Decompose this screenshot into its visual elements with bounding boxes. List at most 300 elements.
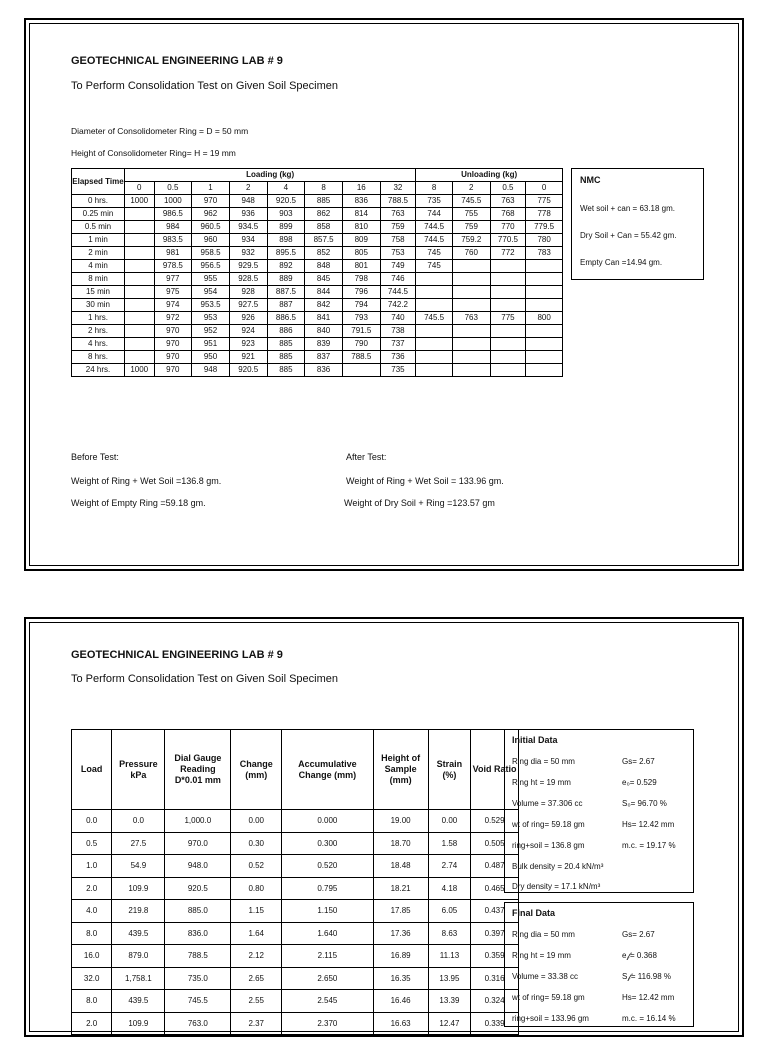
table-row [72, 208, 563, 221]
reading-cell: 809 [342, 234, 380, 247]
table-row [72, 312, 563, 325]
table-cell: 836.0 [165, 922, 231, 945]
reading-cell: 800 [526, 312, 563, 325]
reading-cell [490, 299, 526, 312]
reading-cell: 746 [380, 273, 416, 286]
void-ratio-table-header [72, 730, 519, 810]
reading-cell: 745 [416, 247, 453, 260]
table-cell: 18.48 [373, 855, 428, 878]
elapsed-time-cell: 8 hrs. [72, 351, 125, 364]
reading-cell: 783 [526, 247, 563, 260]
table-cell: 16.46 [373, 990, 428, 1013]
table-row [72, 260, 563, 273]
table-row [72, 855, 519, 878]
reading-cell: 780 [526, 234, 563, 247]
table-cell: 2.74 [428, 855, 470, 878]
reading-cell: 927.5 [229, 299, 267, 312]
reading-cell: 977 [154, 273, 192, 286]
table-cell: 788.5 [165, 945, 231, 968]
reading-cell: 972 [154, 312, 192, 325]
reading-cell [124, 273, 154, 286]
reading-cell: 954 [192, 286, 230, 299]
table-cell: 0.80 [231, 877, 282, 900]
table-cell: 17.36 [373, 922, 428, 945]
table-cell: 0.316 [471, 967, 519, 990]
table-cell: 8.63 [428, 922, 470, 945]
initial-moisture: m.c. = 19.17 % [622, 841, 676, 850]
table-cell: 2.370 [282, 1012, 373, 1035]
column-header: Height of Sample (mm) [373, 730, 428, 810]
reading-cell: 737 [380, 338, 416, 351]
reading-cell: 794 [342, 299, 380, 312]
table-cell: 2.0 [72, 1012, 112, 1035]
reading-cell [124, 208, 154, 221]
reading-cell: 763 [452, 312, 490, 325]
initial-volume: Volume = 37.306 cc [512, 799, 583, 808]
reading-cell: 948 [229, 195, 267, 208]
reading-cell [416, 286, 453, 299]
table-cell: 219.8 [112, 900, 165, 923]
reading-cell: 763 [380, 208, 416, 221]
reading-cell: 887.5 [267, 286, 305, 299]
table-cell: 0.300 [282, 832, 373, 855]
final-ring-weight: wt of ring= 59.18 gm [512, 993, 585, 1002]
table-row [72, 364, 563, 377]
reading-cell: 857.5 [305, 234, 343, 247]
reading-cell: 772 [490, 247, 526, 260]
reading-cell [526, 299, 563, 312]
table-cell: 13.95 [428, 967, 470, 990]
reading-cell: 929.5 [229, 260, 267, 273]
initial-data-title: Initial Data [512, 735, 558, 745]
reading-cell [526, 364, 563, 377]
reading-cell: 745.5 [416, 312, 453, 325]
reading-cell: 742.2 [380, 299, 416, 312]
table-cell: 948.0 [165, 855, 231, 878]
reading-cell: 885 [305, 195, 343, 208]
lab-sheet-2 [24, 617, 744, 1037]
reading-cell [490, 286, 526, 299]
table-cell: 0.397 [471, 922, 519, 945]
reading-cell [124, 351, 154, 364]
table-cell: 763.0 [165, 1012, 231, 1035]
reading-cell: 892 [267, 260, 305, 273]
table-cell: 1.15 [231, 900, 282, 923]
reading-cell [124, 221, 154, 234]
final-gs: Gs= 2.67 [622, 930, 655, 939]
table-cell: 109.9 [112, 1012, 165, 1035]
unload-value-cell: 8 [416, 182, 453, 195]
table-cell: 6.05 [428, 900, 470, 923]
reading-cell: 928.5 [229, 273, 267, 286]
reading-cell: 842 [305, 299, 343, 312]
reading-cell: 921 [229, 351, 267, 364]
initial-void-ratio: e₀= 0.529 [622, 778, 657, 787]
table-cell: 0.324 [471, 990, 519, 1013]
reading-cell: 983.5 [154, 234, 192, 247]
table-row [72, 338, 563, 351]
bulk-density: Bulk density = 20.4 kN/m³ [512, 862, 604, 871]
final-data-box [504, 902, 694, 1027]
reading-cell: 836 [305, 364, 343, 377]
table-cell: 0.339 [471, 1012, 519, 1035]
table-cell: 54.9 [112, 855, 165, 878]
table-cell: 0.0 [72, 810, 112, 833]
table-row [72, 990, 519, 1013]
reading-cell: 958.5 [192, 247, 230, 260]
reading-cell: 793 [342, 312, 380, 325]
reading-cell: 970 [154, 351, 192, 364]
elapsed-time-cell: 0.5 min [72, 221, 125, 234]
table-cell: 16.0 [72, 945, 112, 968]
table-cell: 0.487 [471, 855, 519, 878]
reading-cell [452, 260, 490, 273]
table-row [72, 810, 519, 833]
load-value-cell: 0.5 [154, 182, 192, 195]
reading-cell: 744.5 [380, 286, 416, 299]
table-cell: 109.9 [112, 877, 165, 900]
table-cell: 1.150 [282, 900, 373, 923]
reading-cell: 788.5 [380, 195, 416, 208]
after-test-wet-weight: Weight of Ring + Wet Soil = 133.96 gm. [346, 476, 504, 486]
reading-cell: 895.5 [267, 247, 305, 260]
reading-cell [452, 273, 490, 286]
reading-cell: 926 [229, 312, 267, 325]
table-cell: 439.5 [112, 922, 165, 945]
table-cell: 1.64 [231, 922, 282, 945]
reading-cell: 934 [229, 234, 267, 247]
reading-cell: 788.5 [342, 351, 380, 364]
table-cell: 735.0 [165, 967, 231, 990]
elapsed-time-cell: 24 hrs. [72, 364, 125, 377]
table-cell: 0.437 [471, 900, 519, 923]
void-ratio-table [71, 729, 519, 1035]
reading-cell: 960 [192, 234, 230, 247]
table-row [72, 351, 563, 364]
table-cell: 13.39 [428, 990, 470, 1013]
load-value-cell: 4 [267, 182, 305, 195]
reading-cell: 768 [490, 208, 526, 221]
reading-cell [342, 364, 380, 377]
reading-cell: 763 [490, 195, 526, 208]
reading-cell: 951 [192, 338, 230, 351]
reading-cell: 745 [416, 260, 453, 273]
table-cell: 18.70 [373, 832, 428, 855]
reading-cell: 975 [154, 286, 192, 299]
reading-cell: 744.5 [416, 221, 453, 234]
load-value-cell: 32 [380, 182, 416, 195]
after-test-title: After Test: [346, 452, 387, 462]
table-cell: 16.63 [373, 1012, 428, 1035]
column-header: Strain (%) [428, 730, 470, 810]
reading-cell: 779.5 [526, 221, 563, 234]
final-data-title: Final Data [512, 908, 556, 918]
before-test-empty-ring: Weight of Empty Ring =59.18 gm. [71, 498, 206, 508]
column-header: Void Ratio [471, 730, 519, 810]
reading-cell: 798 [342, 273, 380, 286]
table-cell: 4.18 [428, 877, 470, 900]
reading-cell: 735 [380, 364, 416, 377]
table-cell: 32.0 [72, 967, 112, 990]
reading-cell: 1000 [154, 195, 192, 208]
table-cell: 970.0 [165, 832, 231, 855]
reading-cell: 760 [452, 247, 490, 260]
reading-cell: 1000 [124, 195, 154, 208]
table-row [72, 221, 563, 234]
reading-cell [124, 325, 154, 338]
loading-header: Loading (kg) [124, 169, 415, 182]
initial-hs: Hs= 12.42 mm [622, 820, 675, 829]
reading-cell: 844 [305, 286, 343, 299]
table-cell: 2.0 [72, 877, 112, 900]
table-cell: 1.0 [72, 855, 112, 878]
elapsed-time-cell: 2 hrs. [72, 325, 125, 338]
reading-cell: 814 [342, 208, 380, 221]
reading-cell [124, 299, 154, 312]
reading-cell [124, 312, 154, 325]
table-cell: 2.650 [282, 967, 373, 990]
initial-ring-weight: wt of ring= 59.18 gm [512, 820, 585, 829]
table-cell: 0.000 [282, 810, 373, 833]
reading-cell: 758 [380, 234, 416, 247]
column-header: Pressure kPa [112, 730, 165, 810]
reading-cell: 928 [229, 286, 267, 299]
reading-cell: 956.5 [192, 260, 230, 273]
reading-cell: 744 [416, 208, 453, 221]
column-header: Load [72, 730, 112, 810]
table-cell: 11.13 [428, 945, 470, 968]
reading-cell: 735 [416, 195, 453, 208]
initial-saturation: S₀= 96.70 % [622, 799, 667, 808]
table-cell: 1.640 [282, 922, 373, 945]
final-saturation: S𝒻= 116.98 % [622, 972, 672, 981]
reading-cell: 736 [380, 351, 416, 364]
table-cell: 17.85 [373, 900, 428, 923]
reading-cell: 887 [267, 299, 305, 312]
load-value-cell: 16 [342, 182, 380, 195]
reading-cell [490, 338, 526, 351]
reading-cell: 801 [342, 260, 380, 273]
reading-cell: 775 [490, 312, 526, 325]
table-row [72, 299, 563, 312]
nmc-wet-soil: Wet soil + can = 63.18 gm. [580, 204, 676, 213]
reading-cell: 920.5 [229, 364, 267, 377]
table-row [72, 195, 563, 208]
table-cell: 2.37 [231, 1012, 282, 1035]
reading-cell: 934.5 [229, 221, 267, 234]
reading-cell: 981 [154, 247, 192, 260]
table-cell: 1,000.0 [165, 810, 231, 833]
table-cell: 2.545 [282, 990, 373, 1013]
reading-cell: 978.5 [154, 260, 192, 273]
elapsed-time-cell: 2 min [72, 247, 125, 260]
table-cell: 885.0 [165, 900, 231, 923]
reading-cell: 974 [154, 299, 192, 312]
reading-cell [452, 338, 490, 351]
reading-cell: 852 [305, 247, 343, 260]
reading-cell: 970 [154, 364, 192, 377]
reading-cell [490, 273, 526, 286]
reading-cell: 759 [380, 221, 416, 234]
initial-ring-ht: Ring ht = 19 mm [512, 778, 571, 787]
table-row [72, 234, 563, 247]
reading-cell: 845 [305, 273, 343, 286]
reading-cell: 953.5 [192, 299, 230, 312]
reading-cell: 841 [305, 312, 343, 325]
reading-cell [416, 364, 453, 377]
reading-cell: 839 [305, 338, 343, 351]
table-row [72, 945, 519, 968]
reading-cell: 740 [380, 312, 416, 325]
reading-cell [452, 364, 490, 377]
before-test-wet-weight: Weight of Ring + Wet Soil =136.8 gm. [71, 476, 222, 486]
ring-height-text: Height of Consolidometer Ring= H = 19 mm [71, 148, 236, 158]
column-header: Dial Gauge Reading D*0.01 mm [165, 730, 231, 810]
reading-cell: 955 [192, 273, 230, 286]
reading-cell: 886 [267, 325, 305, 338]
elapsed-time-cell: 15 min [72, 286, 125, 299]
reading-cell [452, 286, 490, 299]
sheet-2-subtitle: To Perform Consolidation Test on Given Soil Specimen [71, 673, 338, 685]
elapsed-time-cell: 4 min [72, 260, 125, 273]
table-cell: 4.0 [72, 900, 112, 923]
table-row [72, 1012, 519, 1035]
reading-cell: 840 [305, 325, 343, 338]
before-test-title: Before Test: [71, 452, 119, 462]
reading-cell [526, 273, 563, 286]
table-cell: 19.00 [373, 810, 428, 833]
load-value-cell: 8 [305, 182, 343, 195]
unload-value-cell: 0.5 [490, 182, 526, 195]
reading-cell [490, 260, 526, 273]
reading-cell: 962 [192, 208, 230, 221]
reading-cell: 885 [267, 364, 305, 377]
reading-cell: 923 [229, 338, 267, 351]
reading-cell: 759 [452, 221, 490, 234]
table-row [72, 900, 519, 923]
table-cell: 12.47 [428, 1012, 470, 1035]
reading-cell: 932 [229, 247, 267, 260]
reading-cell [490, 325, 526, 338]
elapsed-time-cell: 4 hrs. [72, 338, 125, 351]
reading-cell [526, 338, 563, 351]
reading-cell: 936 [229, 208, 267, 221]
reading-cell: 796 [342, 286, 380, 299]
reading-cell: 899 [267, 221, 305, 234]
reading-cell: 755 [452, 208, 490, 221]
table-cell: 16.35 [373, 967, 428, 990]
elapsed-time-cell: 30 min [72, 299, 125, 312]
reading-cell [416, 351, 453, 364]
reading-cell: 953 [192, 312, 230, 325]
reading-cell [490, 351, 526, 364]
reading-cell [416, 273, 453, 286]
unload-value-cell: 0 [526, 182, 563, 195]
table-cell: 439.5 [112, 990, 165, 1013]
table-row [72, 877, 519, 900]
final-ring-soil: ring+soil = 133.96 gm [512, 1014, 589, 1023]
table-cell: 920.5 [165, 877, 231, 900]
initial-ring-soil: ring+soil = 136.8 gm [512, 841, 585, 850]
initial-data-box [504, 729, 694, 893]
reading-cell: 920.5 [267, 195, 305, 208]
reading-cell [490, 364, 526, 377]
table-row [72, 922, 519, 945]
final-ring-ht: Ring ht = 19 mm [512, 951, 571, 960]
reading-cell [452, 299, 490, 312]
elapsed-time-cell: 0 hrs. [72, 195, 125, 208]
reading-cell: 950 [192, 351, 230, 364]
reading-cell: 970 [154, 325, 192, 338]
sheet-1-title: GEOTECHNICAL ENGINEERING LAB # 9 [71, 55, 283, 67]
reading-cell [124, 338, 154, 351]
table-cell: 8.0 [72, 922, 112, 945]
reading-cell: 960.5 [192, 221, 230, 234]
reading-cell: 753 [380, 247, 416, 260]
reading-cell: 738 [380, 325, 416, 338]
elapsed-time-cell: 1 hrs. [72, 312, 125, 325]
column-header: Accumulative Change (mm) [282, 730, 373, 810]
table-cell: 2.115 [282, 945, 373, 968]
nmc-empty-can: Empty Can =14.94 gm. [580, 258, 663, 267]
reading-cell [416, 299, 453, 312]
nmc-box [571, 168, 704, 280]
nmc-title: NMC [580, 175, 601, 185]
table-cell: 0.0 [112, 810, 165, 833]
table-cell: 2.65 [231, 967, 282, 990]
column-header: Change (mm) [231, 730, 282, 810]
table-cell: 18.21 [373, 877, 428, 900]
reading-cell [526, 325, 563, 338]
final-hs: Hs= 12.42 mm [622, 993, 675, 1002]
reading-cell: 924 [229, 325, 267, 338]
reading-cell: 810 [342, 221, 380, 234]
reading-cell: 970 [154, 338, 192, 351]
reading-cell: 759.2 [452, 234, 490, 247]
table-cell: 745.5 [165, 990, 231, 1013]
reading-cell: 862 [305, 208, 343, 221]
reading-cell: 837 [305, 351, 343, 364]
table-cell: 0.00 [428, 810, 470, 833]
table-cell: 0.520 [282, 855, 373, 878]
load-value-cell: 0 [124, 182, 154, 195]
initial-gs: Gs= 2.67 [622, 757, 655, 766]
table-row [72, 325, 563, 338]
reading-cell: 805 [342, 247, 380, 260]
elapsed-time-header: Elapsed Time [72, 169, 125, 195]
reading-cell: 778 [526, 208, 563, 221]
reading-cell: 903 [267, 208, 305, 221]
reading-cell [124, 260, 154, 273]
reading-cell [124, 286, 154, 299]
table-cell: 0.30 [231, 832, 282, 855]
reading-cell [416, 338, 453, 351]
final-moisture: m.c. = 16.14 % [622, 1014, 676, 1023]
table-cell: 0.529 [471, 810, 519, 833]
after-test-dry-weight: Weight of Dry Soil + Ring =123.57 gm [344, 498, 495, 508]
load-value-cell: 2 [229, 182, 267, 195]
table-cell: 0.5 [72, 832, 112, 855]
table-cell: 0.52 [231, 855, 282, 878]
table-cell: 879.0 [112, 945, 165, 968]
table-cell: 0.359 [471, 945, 519, 968]
reading-cell [526, 286, 563, 299]
reading-cell: 948 [192, 364, 230, 377]
reading-cell: 749 [380, 260, 416, 273]
table-row [72, 247, 563, 260]
reading-cell: 886.5 [267, 312, 305, 325]
table-cell: 16.89 [373, 945, 428, 968]
